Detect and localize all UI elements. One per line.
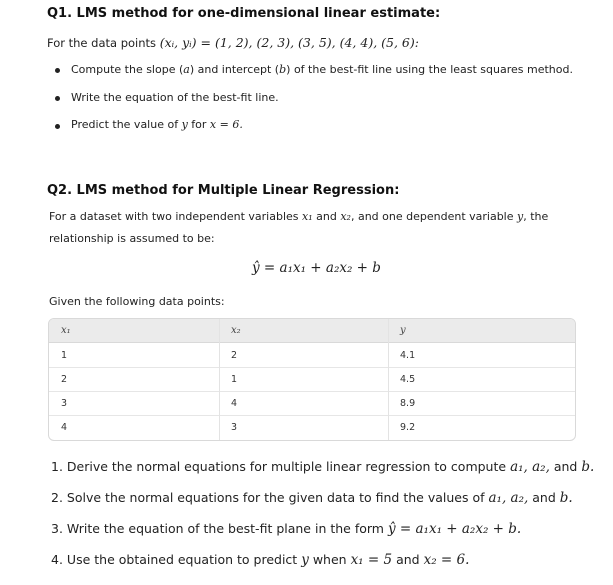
var-a: a: [183, 63, 190, 76]
task-number: 1.: [51, 459, 63, 474]
math: y: [301, 552, 309, 568]
text: ) of the best-fit line using the least squares method.: [286, 63, 573, 76]
var-y: y: [181, 118, 188, 131]
table-row: [49, 367, 575, 392]
text: and: [396, 552, 420, 567]
q2-paragraph-line2: relationship is assumed to be:: [49, 232, 215, 245]
header-y: y: [400, 325, 406, 336]
table-row: [49, 343, 575, 368]
math: ŷ = a₁x₁ + a₂x₂ + b.: [387, 521, 522, 537]
math: a₁, a₂,: [510, 459, 550, 475]
cell-y: 4.1: [400, 349, 416, 361]
var-x1: x₁: [302, 210, 313, 223]
cell-x1: 3: [61, 397, 68, 409]
text: Write the equation of the best-fit plane in the form: [66, 521, 384, 536]
q1-intro-text: For the data points: [47, 36, 157, 50]
bullet-dot: [55, 96, 60, 101]
header-x1: x₁: [61, 325, 71, 336]
q1-bullet-1: [71, 63, 573, 76]
cell-y: 9.2: [400, 421, 416, 433]
var-x2: x₂: [340, 210, 351, 223]
given-label: Given the following data points:: [49, 295, 225, 308]
text: Compute the slope (: [71, 63, 184, 76]
q1-bullet-3: [71, 118, 243, 131]
text: Use the obtained equation to predict: [66, 552, 298, 567]
q2-title: Q2. LMS method for Multiple Linear Regression:: [47, 183, 400, 198]
q1-bullet-2: Write the equation of the best-fit line.: [71, 91, 279, 104]
cell-x2: 1: [231, 373, 238, 385]
text: for: [191, 118, 207, 131]
column-divider: [219, 319, 220, 440]
task-4: [51, 552, 469, 568]
bullet-dot: [55, 124, 60, 129]
math: x₂ = 6.: [423, 552, 470, 568]
table-row: [49, 391, 575, 416]
math: a₁, a₂,: [488, 490, 529, 506]
data-table: [48, 318, 576, 441]
cell-y: 4.5: [400, 373, 416, 385]
text: and: [553, 459, 578, 474]
column-divider: [388, 319, 389, 440]
cell-x1: 2: [61, 373, 68, 385]
var-b: b: [279, 63, 287, 76]
text: when: [312, 552, 347, 567]
text: For a dataset with two independent variables: [49, 210, 299, 223]
text: and: [532, 490, 556, 505]
text: ) and intercept (: [189, 63, 280, 76]
text: , and one dependent variable: [350, 210, 514, 223]
task-number: 2.: [51, 490, 63, 505]
x-equals-6: x = 6.: [209, 118, 243, 131]
table-row: [49, 415, 575, 439]
table-header: [49, 319, 575, 343]
bullet-dot: [55, 68, 60, 73]
math: x₁ = 5: [350, 552, 393, 568]
q2-paragraph-line1: [49, 210, 548, 223]
math: b.: [581, 459, 595, 475]
q1-intro: [47, 35, 419, 50]
math: b.: [559, 490, 573, 506]
text: and: [316, 210, 337, 223]
task-2: [51, 490, 573, 506]
text: Predict the value of: [71, 118, 179, 131]
q1-intro-math: (xᵢ, yᵢ) = (1, 2), (2, 3), (3, 5), (4, 4), (5, 6):: [159, 35, 419, 50]
cell-x2: 4: [231, 397, 238, 409]
text: Solve the normal equations for the given data to find the values of: [66, 490, 485, 505]
task-3: [51, 521, 521, 537]
cell-x1: 4: [61, 421, 68, 433]
regression-equation: ŷ = a₁x₁ + a₂x₂ + b: [252, 260, 381, 276]
q1-title: Q1. LMS method for one-dimensional linear estimate:: [47, 6, 441, 21]
task-1: [51, 459, 594, 475]
header-x2: x₂: [231, 325, 241, 336]
cell-y: 8.9: [400, 397, 416, 409]
cell-x2: 2: [231, 349, 238, 361]
text: , the: [523, 210, 549, 223]
cell-x2: 3: [231, 421, 238, 433]
task-number: 3.: [51, 521, 63, 536]
text: Derive the normal equations for multiple linear regression to compute: [66, 459, 507, 474]
cell-x1: 1: [61, 349, 68, 361]
task-number: 4.: [51, 552, 63, 567]
var-y: y: [517, 210, 524, 223]
